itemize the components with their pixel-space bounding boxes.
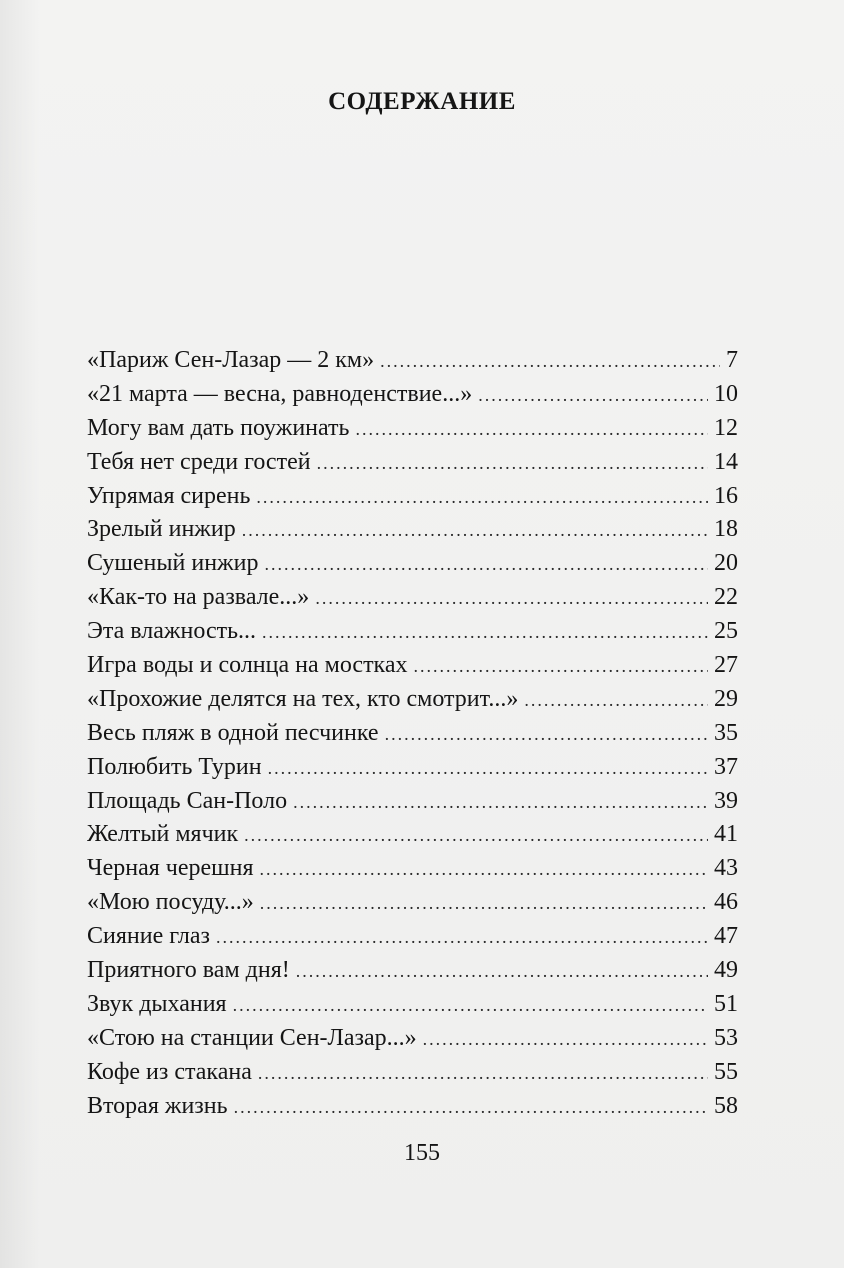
toc-entry-title: Весь пляж в одной песчинке [87, 719, 379, 746]
toc-entry [87, 852, 738, 886]
toc-entry-title: «Париж Сен-Лазар — 2 км» [87, 347, 375, 373]
toc-entry-title: Площадь Сан-Поло [87, 787, 288, 814]
dot-leader [262, 616, 708, 650]
dot-leader [260, 887, 708, 921]
table-of-contents [87, 344, 738, 1123]
toc-entry-page: 39 [714, 787, 738, 814]
toc-entry-title: «Как-то на развале...» [87, 584, 310, 611]
toc-entry-title: «21 марта — весна, равноденствие...» [87, 380, 473, 407]
dot-leader [233, 989, 708, 1023]
toc-entry [87, 954, 738, 988]
toc-entry-title: Игра воды и солнца на мостках [87, 652, 408, 679]
toc-entry-page: 47 [714, 923, 738, 950]
toc-entry-page: 55 [714, 1058, 738, 1085]
toc-entry [87, 683, 738, 717]
dot-leader [380, 345, 720, 379]
toc-entry [87, 412, 738, 446]
toc-entry-title: Вторая жизнь [87, 1092, 228, 1119]
dot-leader [355, 413, 708, 447]
toc-entry-title: Кофе из стакана [87, 1058, 252, 1085]
toc-entry-page: 20 [714, 550, 738, 577]
toc-entry-page: 14 [714, 448, 738, 475]
toc-entry-title: Звук дыхания [87, 990, 227, 1017]
toc-entry [87, 751, 738, 785]
toc-entry [87, 480, 738, 514]
toc-entry-page: 7 [726, 347, 738, 373]
toc-entry [87, 581, 738, 615]
toc-entry-page: 58 [714, 1092, 738, 1119]
dot-leader [414, 650, 708, 684]
toc-entry-page: 49 [714, 957, 738, 984]
toc-entry-page: 27 [714, 652, 738, 679]
dot-leader [296, 955, 708, 989]
toc-entry [87, 818, 738, 852]
toc-entry-title: Могу вам дать поужинать [87, 414, 350, 441]
toc-entry-title: Черная черешня [87, 855, 254, 882]
toc-entry [87, 1056, 738, 1090]
toc-entry-page: 41 [714, 821, 738, 848]
toc-entry-title: Желтый мячик [87, 821, 239, 848]
dot-leader [264, 548, 708, 582]
toc-entry-page: 37 [714, 753, 738, 780]
toc-entry [87, 378, 738, 412]
toc-entry [87, 446, 738, 480]
toc-entry-page: 43 [714, 855, 738, 882]
page-title: СОДЕРЖАНИЕ [328, 88, 516, 115]
toc-entry-page: 12 [714, 414, 738, 441]
toc-entry-title: «Прохожие делятся на тех, кто смотрит...» [87, 685, 519, 712]
toc-entry [87, 1090, 738, 1124]
dot-leader [268, 752, 708, 786]
toc-entry-title: Полюбить Турин [87, 753, 262, 780]
dot-leader [244, 819, 708, 853]
toc-entry-title: Сияние глаз [87, 923, 210, 950]
dot-leader [293, 786, 708, 820]
dot-leader [216, 921, 708, 955]
toc-entry-title: Зрелый инжир [87, 516, 236, 543]
toc-entry [87, 920, 738, 954]
toc-entry [87, 886, 738, 920]
toc-entry [87, 717, 738, 751]
toc-entry-page: 10 [714, 380, 738, 407]
dot-leader [385, 718, 708, 752]
toc-entry-page: 46 [714, 889, 738, 916]
toc-entry-page: 22 [714, 584, 738, 611]
toc-entry-page: 35 [714, 719, 738, 746]
toc-entry-page: 16 [714, 482, 738, 509]
dot-leader [317, 447, 708, 481]
dot-leader [423, 1023, 708, 1057]
toc-entry-title: Тебя нет среди гостей [87, 448, 311, 475]
toc-entry-page: 18 [714, 516, 738, 543]
dot-leader [260, 853, 708, 887]
toc-entry-title: Сушеный инжир [87, 550, 259, 577]
toc-entry-page: 53 [714, 1024, 738, 1051]
toc-entry [87, 547, 738, 581]
toc-entry [87, 615, 738, 649]
toc-entry-page: 29 [714, 685, 738, 712]
dot-leader [258, 1057, 708, 1091]
toc-entry [87, 988, 738, 1022]
toc-entry-title: Приятного вам дня! [87, 957, 290, 984]
toc-entry [87, 649, 738, 683]
dot-leader [234, 1091, 708, 1125]
toc-entry-title: Эта влажность... [87, 618, 257, 645]
dot-leader [315, 582, 708, 616]
dot-leader [524, 684, 708, 718]
toc-entry [87, 785, 738, 819]
page-number: 155 [404, 1140, 440, 1166]
toc-entry [87, 1022, 738, 1056]
toc-entry-title: Упрямая сирень [87, 482, 251, 509]
dot-leader [478, 379, 708, 413]
toc-entry [87, 513, 738, 547]
toc-entry [87, 344, 738, 378]
toc-entry-title: «Стою на станции Сен-Лазар...» [87, 1024, 417, 1051]
toc-entry-page: 25 [714, 618, 738, 645]
dot-leader [242, 514, 708, 548]
toc-entry-title: «Мою посуду...» [87, 889, 254, 916]
toc-entry-page: 51 [714, 990, 738, 1017]
dot-leader [256, 481, 708, 515]
